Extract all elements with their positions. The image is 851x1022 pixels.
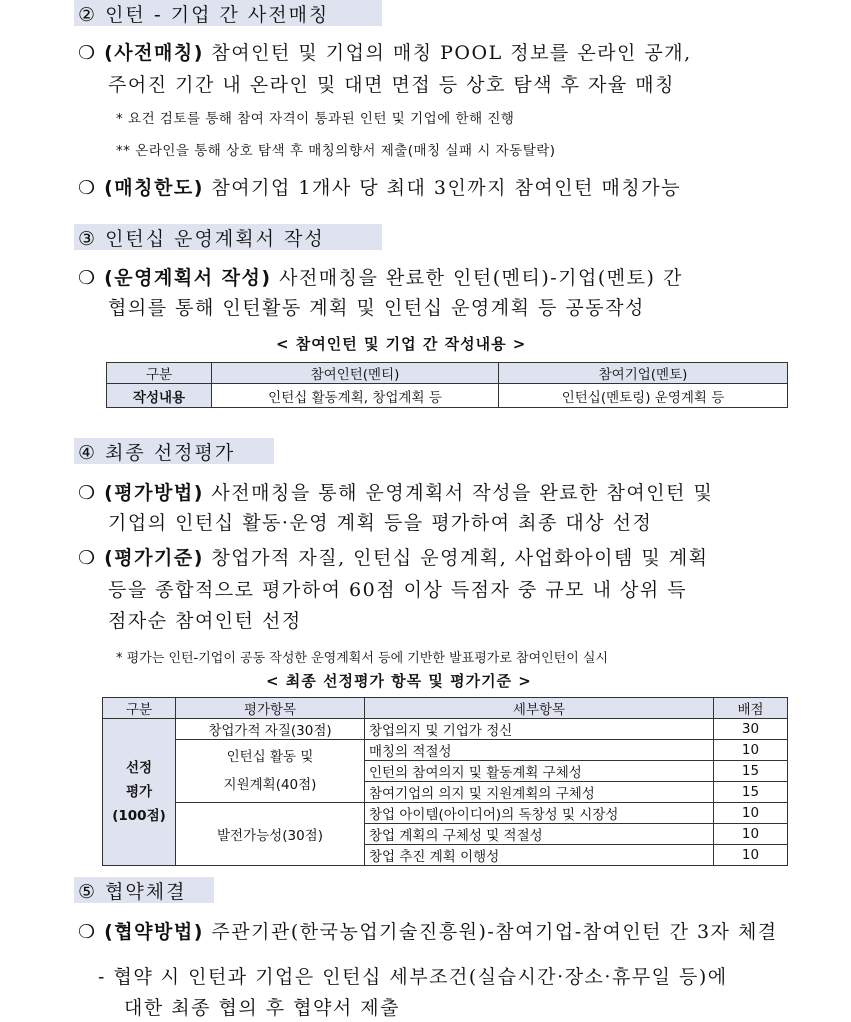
sub-item-cell: 창업 아이템(아이디어)의 독창성 및 시장성 — [365, 803, 714, 824]
table-cell: 인턴십 활동계획, 창업계획 등 — [212, 384, 499, 408]
bullet-icon: ❍ — [78, 482, 97, 504]
note: ** 온라인을 통해 상호 탐색 후 매칭의향서 제출(매칭 실패 시 자동탈락) — [116, 143, 556, 159]
paragraph-label: (운영계획서 작성) — [104, 267, 272, 289]
section-title: ⑤ 협약체결 — [78, 881, 187, 903]
table-header: 참여인턴(멘티) — [212, 363, 499, 384]
paragraph-label: (협약방법) — [104, 921, 204, 943]
section-title: ④ 최종 선정평가 — [78, 442, 236, 464]
note: * 요건 검토를 통해 참여 자격이 통과된 인턴 및 기업에 한해 진행 — [116, 111, 515, 127]
criteria-label: 인턴십 활동 및 — [226, 749, 314, 765]
paragraph-text: 주관기관(한국농업기술진흥원)-참여기업-참여인턴 간 3자 체결 — [203, 921, 778, 943]
paragraph-text: 협의를 통해 인턴활동 계획 및 인턴십 운영계획 등 공동작성 — [108, 297, 645, 319]
bullet-icon: ❍ — [78, 921, 97, 943]
paragraph — [78, 917, 778, 944]
paragraph-text: 점자순 참여인턴 선정 — [108, 610, 302, 632]
table-caption: < 최종 선정평가 항목 및 평가기준 > — [266, 672, 532, 690]
paragraph-text: 창업가적 자질, 인턴십 운영계획, 사업화아이템 및 계획 — [203, 547, 709, 569]
bullet-icon: ❍ — [78, 177, 97, 199]
paragraph-text: 참여인턴 및 기업의 매칭 POOL 정보를 온라인 공개, — [203, 42, 692, 64]
note: * 평가는 인턴-기업이 공동 작성한 운영계획서 등에 기반한 발표평가로 참여인턴이 실시 — [116, 651, 609, 666]
bullet-icon: ❍ — [78, 42, 97, 64]
sub-item-cell: 창업 계획의 구체성 및 적절성 — [365, 824, 714, 845]
table-header: 평가항목 — [176, 698, 365, 719]
table-caption: < 참여인턴 및 기업 간 작성내용 > — [276, 335, 527, 353]
section-title: ② 인턴 - 기업 간 사전매칭 — [78, 4, 330, 26]
table-cell: 작성내용 — [107, 384, 212, 408]
paragraph-text: 사전매칭을 완료한 인턴(멘티)-기업(멘토) 간 — [271, 267, 683, 289]
sub-item-cell: 매칭의 적절성 — [365, 740, 714, 761]
score-cell: 10 — [714, 740, 788, 761]
paragraph-label: (사전매칭) — [104, 42, 204, 64]
score-cell: 30 — [714, 719, 788, 740]
table-header: 구분 — [107, 363, 212, 384]
table-header: 세부항목 — [365, 698, 714, 719]
sub-item-cell: 창업의지 및 기업가 정신 — [365, 719, 714, 740]
table-header: 참여기업(멘토) — [499, 363, 788, 384]
paragraph-label: (매칭한도) — [104, 177, 204, 199]
paragraph-text: 주어진 기간 내 온라인 및 대면 면접 등 상호 탐색 후 자율 매칭 — [108, 74, 675, 96]
criteria-cell — [176, 740, 365, 803]
criteria-cell: 발전가능성(30점) — [176, 803, 365, 866]
paragraph-text: 등을 종합적으로 평가하여 60점 이상 득점자 중 규모 내 상위 득 — [108, 579, 688, 601]
score-cell: 10 — [714, 803, 788, 824]
paragraph-text: 사전매칭을 통해 운영계획서 작성을 완료한 참여인턴 및 — [203, 482, 714, 504]
score-cell: 10 — [714, 845, 788, 866]
paragraph — [78, 263, 683, 290]
sub-paragraph-text: - 협약 시 인턴과 기업은 인턴십 세부조건(실습시간·장소·휴무일 등)에 — [98, 966, 728, 988]
table-header: 배점 — [714, 698, 788, 719]
paragraph — [78, 543, 709, 570]
paragraph — [78, 478, 713, 505]
section-title: ③ 인턴십 운영계획서 작성 — [78, 228, 325, 250]
bullet-icon: ❍ — [78, 267, 97, 289]
criteria-label: 지원계획(40점) — [223, 777, 317, 793]
sub-item-cell: 창업 추진 계획 이행성 — [365, 845, 714, 866]
paragraph-label: (평가기준) — [104, 547, 204, 569]
table-writing-content — [106, 362, 788, 408]
paragraph-label: (평가방법) — [104, 482, 204, 504]
group-label: (100점) — [112, 808, 166, 824]
criteria-cell: 창업가적 자질(30점) — [176, 719, 365, 740]
group-label: 평가 — [125, 784, 153, 800]
table-evaluation-criteria — [102, 697, 788, 866]
score-cell: 15 — [714, 782, 788, 803]
paragraph — [78, 173, 681, 200]
paragraph — [78, 38, 692, 65]
sub-item-cell: 인턴의 참여의지 및 활동계획 구체성 — [365, 761, 714, 782]
group-cell — [103, 719, 176, 866]
bullet-icon: ❍ — [78, 547, 97, 569]
score-cell: 10 — [714, 824, 788, 845]
table-header: 구분 — [103, 698, 176, 719]
paragraph-text: 참여기업 1개사 당 최대 3인까지 참여인턴 매칭가능 — [203, 177, 681, 199]
paragraph-text: 기업의 인턴십 활동·운영 계획 등을 평가하여 최종 대상 선정 — [108, 512, 653, 534]
group-label: 선정 — [125, 760, 153, 776]
score-cell: 15 — [714, 761, 788, 782]
sub-paragraph-text: 대한 최종 협의 후 협약서 제출 — [124, 997, 400, 1019]
sub-item-cell: 참여기업의 의지 및 지원계획의 구체성 — [365, 782, 714, 803]
table-cell: 인턴십(멘토링) 운영계획 등 — [499, 384, 788, 408]
